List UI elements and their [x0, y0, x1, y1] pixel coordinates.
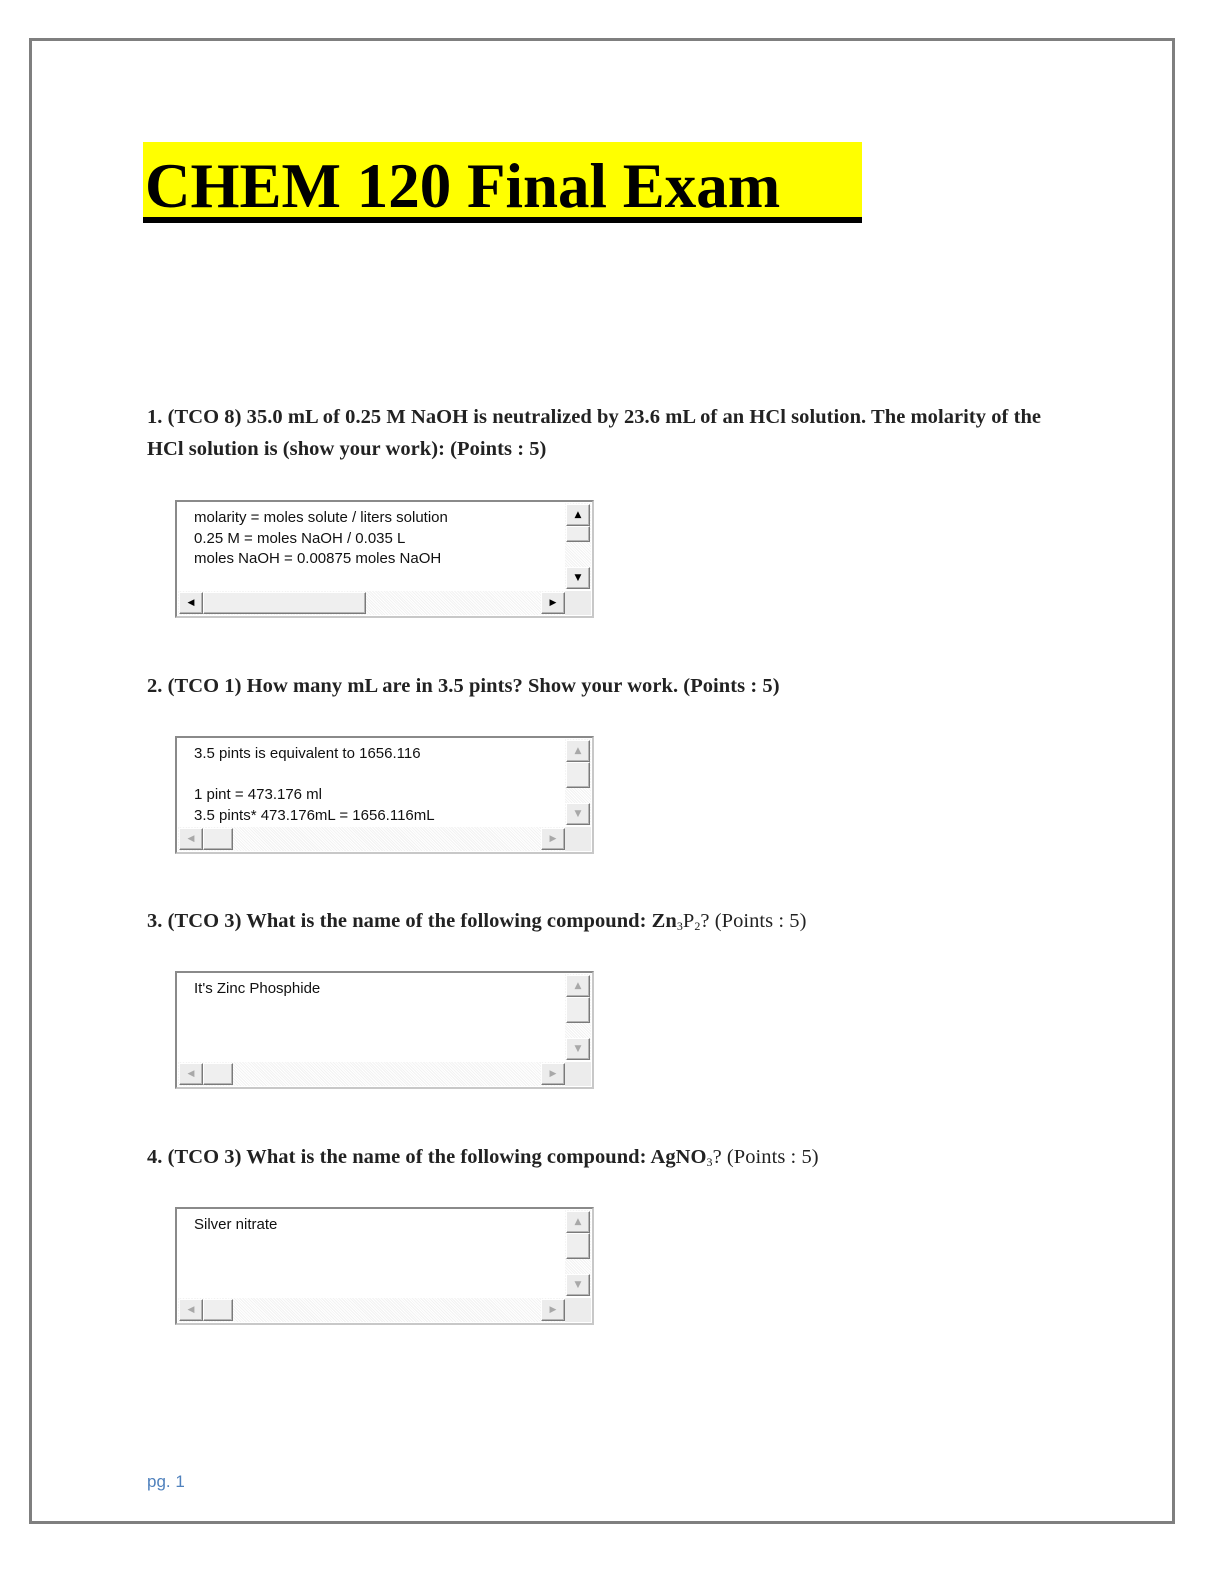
- answer-text: It's Zinc Phosphide: [194, 980, 321, 997]
- scroll-thumb[interactable]: [566, 762, 590, 788]
- scroll-thumb[interactable]: [566, 997, 590, 1023]
- question-number: 1.: [147, 406, 163, 428]
- question-4: [147, 1141, 1077, 1173]
- vertical-scrollbar[interactable]: [565, 974, 591, 1060]
- question-text: (TCO 8) 35.0 mL of 0.25 M NaOH is neutralized by 23.6 mL of an HCl solution. The molarity of the: [167, 406, 1042, 428]
- horizontal-scrollbar[interactable]: [178, 591, 566, 615]
- horizontal-scrollbar[interactable]: [178, 1062, 566, 1086]
- scroll-thumb[interactable]: [203, 828, 233, 850]
- scroll-corner: [565, 591, 591, 615]
- page-number: pg. 1: [147, 1472, 185, 1491]
- title-underline: [143, 217, 862, 223]
- scroll-up-arrow-icon[interactable]: ▲: [566, 504, 590, 526]
- question-text-end: ? (Points : 5): [712, 1146, 819, 1168]
- scroll-up-arrow-icon[interactable]: ▲: [566, 975, 590, 997]
- scroll-down-arrow-icon[interactable]: ▼: [566, 1038, 590, 1060]
- question-3: [147, 905, 1077, 937]
- vertical-scrollbar[interactable]: [565, 739, 591, 825]
- question-number: 2.: [147, 675, 163, 697]
- vertical-scrollbar[interactable]: [565, 1210, 591, 1296]
- subscript: 2: [694, 919, 701, 933]
- scroll-left-arrow-icon[interactable]: ◀: [179, 1299, 203, 1321]
- question-number: 3.: [147, 910, 163, 932]
- scroll-left-arrow-icon[interactable]: ◀: [179, 1063, 203, 1085]
- question-text: (TCO 1) How many mL are in 3.5 pints? Show your work. (Points : 5): [167, 675, 780, 697]
- question-2: [147, 670, 1077, 702]
- scroll-corner: [565, 827, 591, 851]
- answer-textarea-3[interactable]: [175, 971, 594, 1089]
- formula-part: P: [682, 910, 695, 932]
- scroll-right-arrow-icon[interactable]: ▶: [541, 1299, 565, 1321]
- scroll-left-arrow-icon[interactable]: ◀: [179, 592, 203, 614]
- scroll-up-arrow-icon[interactable]: ▲: [566, 740, 590, 762]
- answer-textarea-1[interactable]: [175, 500, 594, 618]
- question-text-end: ? (Points : 5): [700, 910, 807, 932]
- horizontal-scrollbar[interactable]: [178, 827, 566, 851]
- answer-text: 3.5 pints is equivalent to 1656.116 1 pint = 473.176 ml 3.5 pints* 473.176mL = 1656.116mL: [194, 745, 435, 824]
- subscript: 3: [706, 1155, 713, 1169]
- scroll-thumb[interactable]: [566, 526, 590, 542]
- scroll-up-arrow-icon[interactable]: ▲: [566, 1211, 590, 1233]
- subscript: 3: [676, 919, 683, 933]
- scroll-right-arrow-icon[interactable]: ▶: [541, 1063, 565, 1085]
- vertical-scrollbar[interactable]: [565, 503, 591, 589]
- scroll-right-arrow-icon[interactable]: ▶: [541, 592, 565, 614]
- question-text-cont: HCl solution is (show your work): (Points : 5): [147, 438, 547, 460]
- horizontal-scrollbar[interactable]: [178, 1298, 566, 1322]
- scroll-down-arrow-icon[interactable]: ▼: [566, 1274, 590, 1296]
- answer-text: Silver nitrate: [194, 1216, 278, 1233]
- scroll-corner: [565, 1062, 591, 1086]
- answer-textarea-4[interactable]: [175, 1207, 594, 1325]
- scroll-down-arrow-icon[interactable]: ▼: [566, 567, 590, 589]
- page-title: CHEM 120 Final Exam: [143, 142, 862, 217]
- title-block: [143, 142, 862, 224]
- question-1: [147, 401, 1077, 465]
- answer-text: molarity = moles solute / liters solution 0.25 M = moles NaOH / 0.035 L moles NaOH = 0.00875 moles NaOH: [194, 509, 448, 567]
- question-number: 4.: [147, 1146, 163, 1168]
- scroll-thumb[interactable]: [566, 1233, 590, 1259]
- scroll-left-arrow-icon[interactable]: ◀: [179, 828, 203, 850]
- question-text: (TCO 3) What is the name of the following compound: AgNO: [167, 1146, 707, 1168]
- scroll-thumb[interactable]: [203, 1299, 233, 1321]
- scroll-right-arrow-icon[interactable]: ▶: [541, 828, 565, 850]
- answer-textarea-2[interactable]: [175, 736, 594, 854]
- question-text: (TCO 3) What is the name of the following compound: Zn: [167, 910, 677, 932]
- scroll-corner: [565, 1298, 591, 1322]
- scroll-down-arrow-icon[interactable]: ▼: [566, 803, 590, 825]
- scroll-thumb[interactable]: [203, 1063, 233, 1085]
- scroll-thumb[interactable]: [203, 592, 366, 614]
